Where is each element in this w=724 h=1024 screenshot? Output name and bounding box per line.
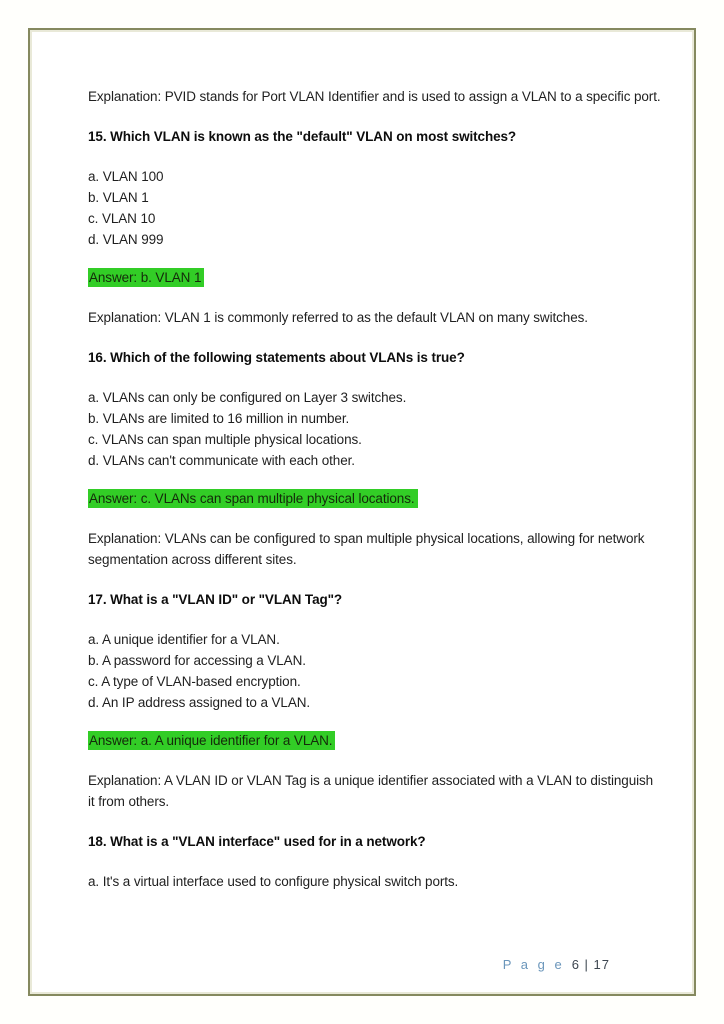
option-b: b. VLAN 1 xyxy=(88,190,149,205)
option-d: d. VLAN 999 xyxy=(88,232,164,247)
question-17-options xyxy=(88,629,663,713)
page-content xyxy=(88,86,663,909)
question-16-title: 16. Which of the following statements about VLANs is true? xyxy=(88,350,465,365)
question-18-options xyxy=(88,871,663,892)
page-footer xyxy=(503,957,610,972)
answer-line xyxy=(88,730,663,751)
question-16-options xyxy=(88,387,663,471)
answer-line xyxy=(88,267,663,288)
answer-line xyxy=(88,488,663,509)
explanation-paragraph: Explanation: PVID stands for Port VLAN Identifier and is used to assign a VLAN to a specific port. xyxy=(88,89,661,104)
question-15-options xyxy=(88,166,663,250)
footer-page-word: P a g e xyxy=(502,957,565,972)
option-c: c. VLANs can span multiple physical locations. xyxy=(88,432,362,447)
option-b: b. VLANs are limited to 16 million in number. xyxy=(88,411,350,426)
explanation-paragraph: Explanation: A VLAN ID or VLAN Tag is a unique identifier associated with a VLAN to distinguish it from others. xyxy=(88,773,654,809)
footer-page-number: 6 | 17 xyxy=(571,957,610,972)
option-a: a. It's a virtual interface used to configure physical switch ports. xyxy=(88,874,459,889)
option-a: a. VLAN 100 xyxy=(88,169,164,184)
option-d: d. VLANs can't communicate with each other. xyxy=(88,453,355,468)
explanation-paragraph: Explanation: VLAN 1 is commonly referred to as the default VLAN on many switches. xyxy=(88,310,588,325)
answer-highlight: Answer: a. A unique identifier for a VLAN. xyxy=(88,731,335,750)
option-c: c. VLAN 10 xyxy=(88,211,156,226)
question-17-title: 17. What is a "VLAN ID" or "VLAN Tag"? xyxy=(88,592,343,607)
option-a: a. VLANs can only be configured on Layer 3 switches. xyxy=(88,390,407,405)
question-15-title: 15. Which VLAN is known as the "default" VLAN on most switches? xyxy=(88,129,517,144)
option-c: c. A type of VLAN-based encryption. xyxy=(88,674,301,689)
explanation-paragraph: Explanation: VLANs can be configured to span multiple physical locations, allowing for network segmentation across different sites. xyxy=(88,531,645,567)
option-a: a. A unique identifier for a VLAN. xyxy=(88,632,280,647)
answer-highlight: Answer: c. VLANs can span multiple physical locations. xyxy=(88,489,418,508)
option-b: b. A password for accessing a VLAN. xyxy=(88,653,306,668)
option-d: d. An IP address assigned to a VLAN. xyxy=(88,695,311,710)
question-18-title: 18. What is a "VLAN interface" used for in a network? xyxy=(88,834,426,849)
answer-highlight: Answer: b. VLAN 1 xyxy=(88,268,204,287)
